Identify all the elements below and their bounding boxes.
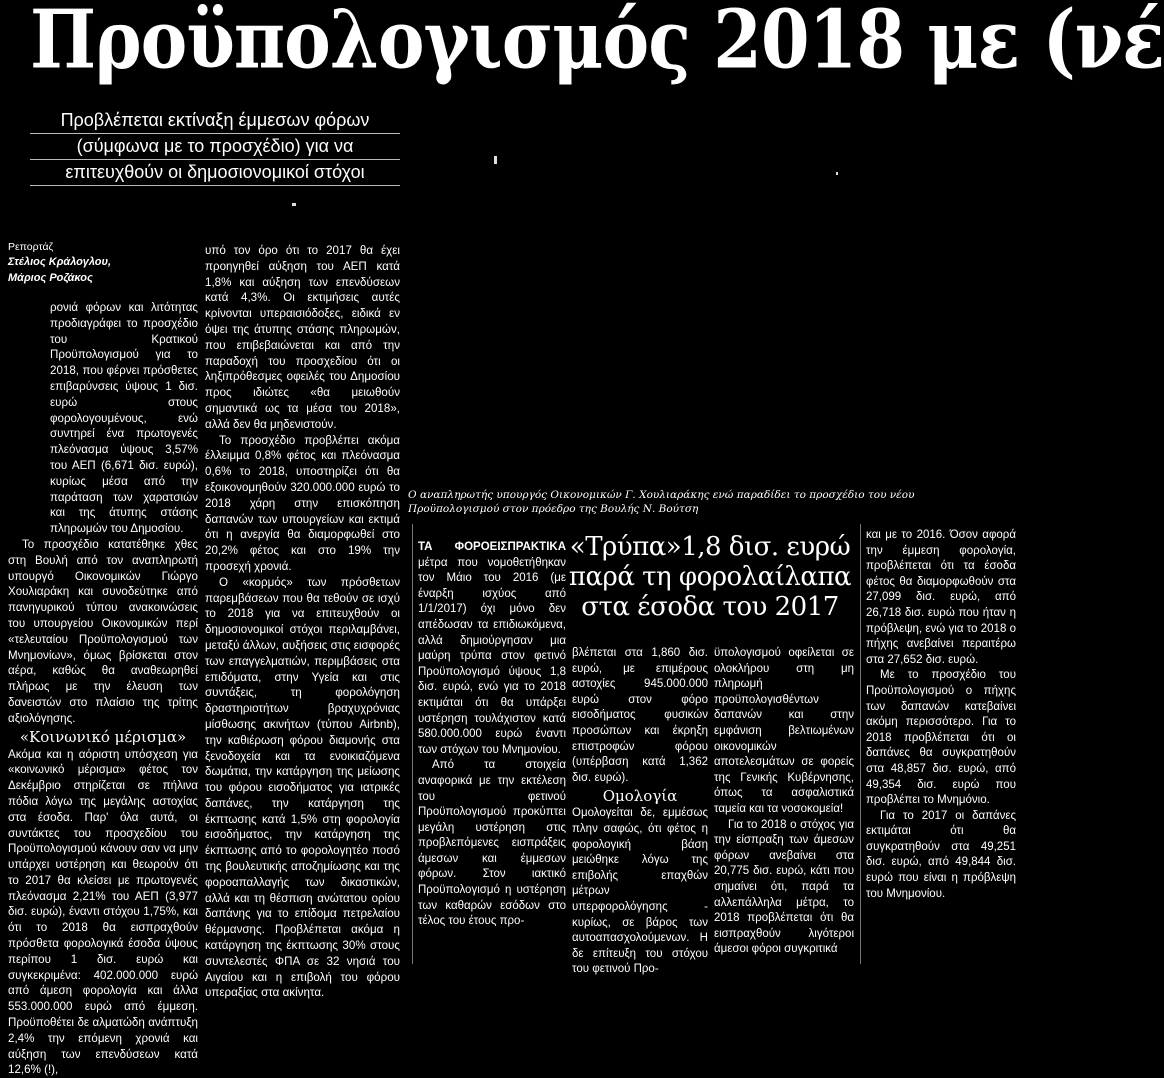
article-paragraph: Ακόμα και η αόριστη υπόσχεση για «κοινωνικό μέρισμα» φέτος τον Δεκέμβριο στηρίζεται σε πήλινα πόδια λόγω της μεγάλης αστοχίας στα έσοδα. Παρ' όλα αυτά, οι συντάκτες του προσχεδίου του Προϋπολογισμού κάνουν σαν να μην υπάρχει υστέρηση και θεωρούν ότι το 2017 θα κλείσει με πρωτογενές πλεόνασμα 2,21% του ΑΕΠ (3,977 δισ. ευρώ), έναντι στόχου 1,75%, και ότι το 2018 θα εισπραχθούν πρόσθετα φορολογικά έσοδα ύψους περίπου 1 δισ. ευρώ και συγκεκριμένα: 402.000.000 ευρώ από άμεση φορολογία και άλλα 553.000.000 ευρώ από έμμεση. Προϋποθέτει δε αλματώδη ανάπτυξη 2,4% την επόμενη χρονιά και αύξηση των επενδύσεων κατά 12,6% (!), — [8, 747, 198, 1077]
box-divider — [860, 524, 861, 964]
photo-speck — [292, 203, 296, 206]
subheadline-line-2: (σύμφωνα με το προσχέδιο) για να — [30, 134, 400, 160]
box-column-2 — [572, 646, 708, 978]
box-paragraph: και με το 2016. Όσον αφορά την έμμεση φορολογία, προβλέπεται ότι τα έσοδα φέτος θα διαμορφωθούν στα 27,099 δισ. ευρώ, από 26,718 δισ. ευρώ που ήταν η πρόβλεψη, ενώ για το 2018 ο πήχης ανεβαίνει περαιτέρω στα 27,652 δισ. ευρώ. — [866, 529, 1016, 666]
article-paragraph: Ο «κορμός» των πρόσθετων παρεμβάσεων που θα τεθούν σε ισχύ το 2018 για να επιτευχθούν οι δημοσιονομικοί στόχοι περιλαμβάνει, μεταξύ άλλων, αυξήσεις στις εισφορές των επαγγελματιών, περιμβάσεις στα επιδόματα, στην Υγεία και στις συντάξεις, τη φορολόγηση δραστηριοτήτων βραχυχρόνιας μίσθωσης ακινήτων (τύπου Airbnb), την καθιέρωση φόρου διαμονής στα ξενοδοχεία και τα ενοικιαζόμενα δωμάτια, την κατάργηση της μείωσης του φόρου εισοδήματος για ιατρικές δαπάνες, την κατάργηση της έκπτωσης κατά 1,5% στη φορολογία εισοδήματος, την κατάργηση της έκπτωσης από το φορολογητέο ποσό της βουλευτικής αποζημίωσης και της φοροαπαλλαγής των δικαστικών, αλλά και τη θέσπιση ανώτατου ορίου δαπάνης για το επίδομα πετρελαίου θέρμανσης. Προβλέπεται ακόμα η κατάργηση της έκπτωσης 30% στους συντελεστές ΦΠΑ σε 32 νησιά του Αιγαίου και η επιβολή του φόρου υπεραξίας στα ακίνητα. — [205, 575, 400, 1000]
box-column-3 — [714, 646, 854, 958]
box-title: «Τρύπα»1,8 δισ. ευρώ παρά τη φορολαίλαπα στα έσοδα του 2017 — [568, 532, 852, 622]
box-column-1 — [418, 540, 566, 930]
article-column-1 — [8, 300, 198, 1078]
subheadline-line-3: επιτευχθούν οι δημοσιονομικοί στόχοι — [30, 160, 400, 186]
box-paragraph: Για το 2017 οι δαπάνες εκτιμάται ότι θα συγκρατηθούν στα 49,251 δισ. ευρώ, από 49,844 δισ. ευρώ που είναι η πρόβλεψη του Μνημονίου. — [866, 809, 1016, 900]
photo-caption: Ο αναπληρωτής υπουργός Οικονομικών Γ. Χουλιαράκης ενώ παραδίδει το προσχέδιο του νέου Προϋπολογισμού στον πρόεδρο της Βουλής Ν. Βούτση — [408, 489, 915, 515]
box-lead-bold: ΤΑ ΦΟΡΟΕΙΣΠΡΑΚΤΙΚΑ — [418, 541, 566, 553]
article-column-2 — [205, 243, 400, 1001]
box-paragraph: Με το προσχέδιο του Προϋπολογισμού ο πήχης των δαπανών κατεβαίνει ακόμη περισσότερο. Για το 2018 προβλέπεται ότι οι δαπάνες θα συγκρατηθούν στα 48,857 δισ. ευρώ, από 49,354 δισ. ευρώ που προβλέπει το Μνημόνιο. — [866, 669, 1016, 807]
box-paragraph: ϋπολογισμού οφείλεται σε ολοκλήρου στη μη πληρωμή προϋπολογισθέντων δαπανών και στην εμφάνιση βελτιωμένων οικονομικών αποτελεσμάτων σε φορείς της Γενικής Κυβέρνησης, όπως τα ασφαλιστικά ταμεία και τα νοσοκομεία! — [714, 647, 854, 815]
byline — [8, 240, 198, 286]
box-subheading: Ομολογία — [602, 787, 678, 806]
headline: Προϋπολογισμός 2018 με (νέ — [30, 0, 1164, 88]
byline-label: Ρεπορτάζ — [8, 241, 54, 253]
article-paragraph: Το προσχέδιο κατατέθηκε χθες στη Βουλή από τον αναπληρωτή υπουργό Οικονομικών Γιώργο Χουλιαράκη και συνοδεύτηκε από πανηγυρικού τύπου ανακοινώσεις του υπουργείου Οικονομικών περί «τελευταίου Προϋπολογισμού των Μνημονίων», όμως βρίσκεται στον αέρα, καθώς θα αναθεωρηθεί πλήρως με την έλευση των δανειστών στο πλαίσιο της τρίτης αξιολόγησης. — [8, 537, 198, 725]
box-paragraph: Ομολογείται δε, εμμέσως πλην σαφώς, ότι φέτος η φορολογική βάση μειώθηκε λόγω της επιβολής επαχθών μέτρων υπερφορολόγησης - κυρίως, σε βάρος των αυτοαπασχολούμενων. Η δε επίτευξη του στόχου του φετινού Προ- — [572, 807, 708, 976]
box-paragraph — [418, 540, 566, 758]
article-paragraph: υπό τον όρο ότι το 2017 θα έχει προηγηθεί αύξηση του ΑΕΠ κατά 1,8% και αύξηση των επενδύσεων κατά 4,3%. Οι εκτιμήσεις αυτές κρίνονται υπεραισιόδοξες, ειδικά εν όψει της άτυπης στάσης πληρωμών, που επιβεβαιώνεται και από την παραδοχή του προσχεδίου ότι οι ληξιπρόθεσμες οφειλές του Δημοσίου προς ιδιώτες «θα μειωθούν σημαντικά ως τα μέσα του 2018», αλλά δεν θα μηδενιστούν. — [205, 244, 400, 431]
photo-speck — [494, 156, 497, 164]
subheadline-line-1: Προβλέπεται εκτίναξη έμμεσων φόρων — [30, 108, 400, 134]
box-paragraph: Για το 2018 ο στόχος για την είσπραξη των άμεσων φόρων ανεβαίνει στα 20,775 δισ. ευρώ, κάτι που σημαίνει ότι, παρά τα αλλεπάλληλα μέτρα, το 2018 προβλέπεται ότι θα εισπραχθούν λιγότεροι άμεσοι φόροι συγκριτικά — [714, 818, 854, 956]
box-divider — [412, 524, 413, 964]
article-paragraph: Το προσχέδιο προβλέπει ακόμα έλλειμμα 0,8% φέτος και πλεόνασμα 0,6% το 2018, υποστηρίζει ότι θα εξοικονομηθούν 320.000.000 ευρώ το 2018 χάρη στην επισκόπηση δαπανών των υπουργείων και εκτιμά ότι η ανεργία θα διαμορφωθεί στο 20,2% φέτος και στο 19% την προσεχή χρονιά. — [205, 433, 400, 573]
byline-name-2: Μάριος Ροζάκος — [8, 272, 93, 284]
box-column-4 — [866, 528, 1016, 902]
box-paragraph: βλέπεται στα 1,860 δισ. ευρώ, με επιμέρους αστοχίες 945.000.000 ευρώ στον φόρο εισοδήματος φυσικών προσώπων και έκρηξη επιστροφών φόρου (υπέρβαση κατά 1,362 δισ. ευρώ). — [572, 647, 708, 784]
section-subheading: «Κοινωνικό μέρισμα» — [19, 727, 187, 746]
box-lead-rest: μέτρα που νομοθετήθηκαν τον Μάιο του 2016 (με έναρξη ισχύος από 1/1/2017) όχι μόνο δεν απέδωσαν τα επιδιωκόμενα, αλλά δημιούργησαν μια μαύρη τρύπα στον φετινό Προϋπολογισμό ύψους 1,8 δισ. ευρώ, ενώ για το 2018 εκτιμάται ότι θα υπάρξει υστέρηση τουλάχιστον κατά 580.000.000 ευρώ έναντι των στόχων του Μνημονίου. — [418, 556, 566, 756]
subheadline — [30, 108, 400, 186]
byline-name-1: Στέλιος Κράλογλου, — [8, 256, 112, 268]
article-paragraph: ρονιά φόρων και λιτότητας προδιαγράφει το προσχέδιο του Κρατικού Προϋπολογισμού για το 2018, που φέρνει πρόσθετες επιβαρύνσεις ύψους 1 δισ. ευρώ στους φορολογουμένους, ενώ συντηρεί ένα πρωτογενές πλεόνασμα ύψους 3,57% του ΑΕΠ (6,671 δισ. ευρώ), κυρίως μέσα από την παράταση των χαρατσιών και της άτυπης στάσης πληρωμών του Δημοσίου. — [50, 301, 198, 536]
photo-speck — [836, 172, 838, 175]
box-paragraph: Από τα στοιχεία αναφορικά με την εκτέλεση του φετινού Προϋπολογισμού προκύπτει μεγάλη υστέρηση στις προβλεπόμενες εισπράξεις άμεσων και έμμεσων φόρων. Στον ιακτικό Προϋπολογισμό η υστέρηση των καθαρών εσόδων στο τέλος του έτους προ- — [418, 759, 566, 928]
